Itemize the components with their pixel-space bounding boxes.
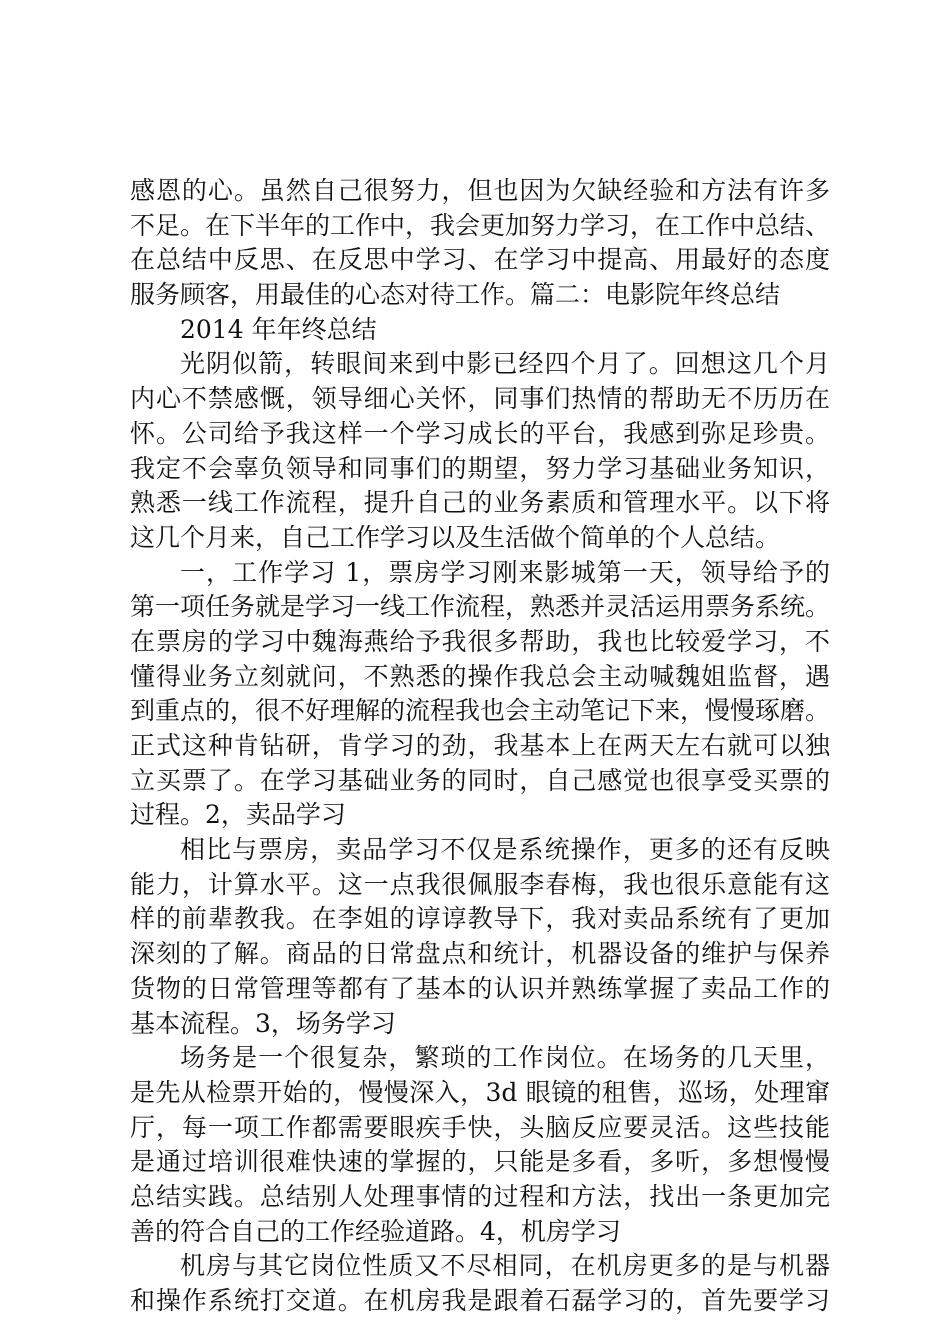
text-line: 深刻的了解。商品的日常盘点和统计，机器设备的维护与保养 [130,939,830,969]
text-line: 和操作系统打交道。在机房我是跟着石磊学习的，首先要学习 [130,1286,830,1315]
text-line: 过程。2，卖品学习 [130,800,346,830]
text-line: 懂得业务立刻就问，不熟悉的操作我总会主动喊魏姐监督，遇 [130,661,830,691]
text-line: 货物的日常管理等都有了基本的认识并熟练掌握了卖品工作的 [130,973,830,1003]
text-line: 我定不会辜负领导和同事们的期望，努力学习基础业务知识， [130,453,830,483]
text-line: 基本流程。3，场务学习 [130,1008,396,1038]
text-line: 到重点的，很不好理解的流程我也会主动笔记下来，慢慢琢磨。 [130,696,830,726]
text-line: 机房与其它岗位性质又不尽相同，在机房更多的是与机器 [180,1251,830,1281]
text-line: 这几个月来，自己工作学习以及生活做个简单的个人总结。 [130,522,781,552]
section-heading: 2014 年年终总结 [180,314,377,344]
text-line: 一，工作学习 1，票房学习刚来影城第一天，领导给予的 [180,557,830,587]
text-line: 能力，计算水平。这一点我很佩服李春梅，我也很乐意能有这 [130,869,830,899]
text-line: 感恩的心。虽然自己很努力，但也因为欠缺经验和方法有许多 [130,176,830,205]
text-line: 第一项任务就是学习一线工作流程，熟悉并灵活运用票务系统。 [130,592,830,622]
document-body [130,174,830,1319]
text-line: 熟悉一线工作流程，提升自己的业务素质和管理水平。以下将 [130,488,830,518]
text-line: 正式这种肯钻研，肯学习的劲，我基本上在两天左右就可以独 [130,731,830,760]
text-line: 怀。公司给予我这样一个学习成长的平台，我感到弥足珍贵。 [130,418,830,448]
text-line: 不足。在下半年的工作中，我会更加努力学习，在工作中总结、 [130,210,830,240]
text-line: 是先从检票开始的，慢慢深入，3d 眼镜的租售，巡场，处理窜 [130,1077,830,1107]
text-line: 内心不禁感慨，领导细心关怀，同事们热情的帮助无不历历在 [130,384,830,414]
text-line: 服务顾客，用最佳的心态对待工作。篇二：电影院年终总结 [130,280,781,310]
text-line: 在票房的学习中魏海燕给予我很多帮助，我也比较爱学习，不 [130,626,830,656]
text-line: 相比与票房，卖品学习不仅是系统操作，更多的还有反映 [180,835,830,865]
text-line: 场务是一个很复杂，繁琐的工作岗位。在场务的几天里， [180,1043,830,1073]
text-line: 是通过培训很难快速的掌握的，只能是多看，多听，多想慢慢 [130,1147,830,1177]
text-line: 善的符合自己的工作经验道路。4，机房学习 [130,1216,621,1246]
text-line: 总结实践。总结别人处理事情的过程和方法，找出一条更加完 [130,1181,830,1211]
text-line: 厅，每一项工作都需要眼疾手快，头脑反应要灵活。这些技能 [130,1112,830,1142]
text-line: 样的前辈教我。在李姐的谆谆教导下，我对卖品系统有了更加 [130,904,830,934]
text-line: 在总结中反思、在反思中学习、在学习中提高、用最好的态度 [130,245,830,275]
text-line: 光阴似箭，转眼间来到中影已经四个月了。回想这几个月 [180,349,830,379]
text-line: 立买票了。在学习基础业务的同时，自己感觉也很享受买票的 [130,765,830,795]
